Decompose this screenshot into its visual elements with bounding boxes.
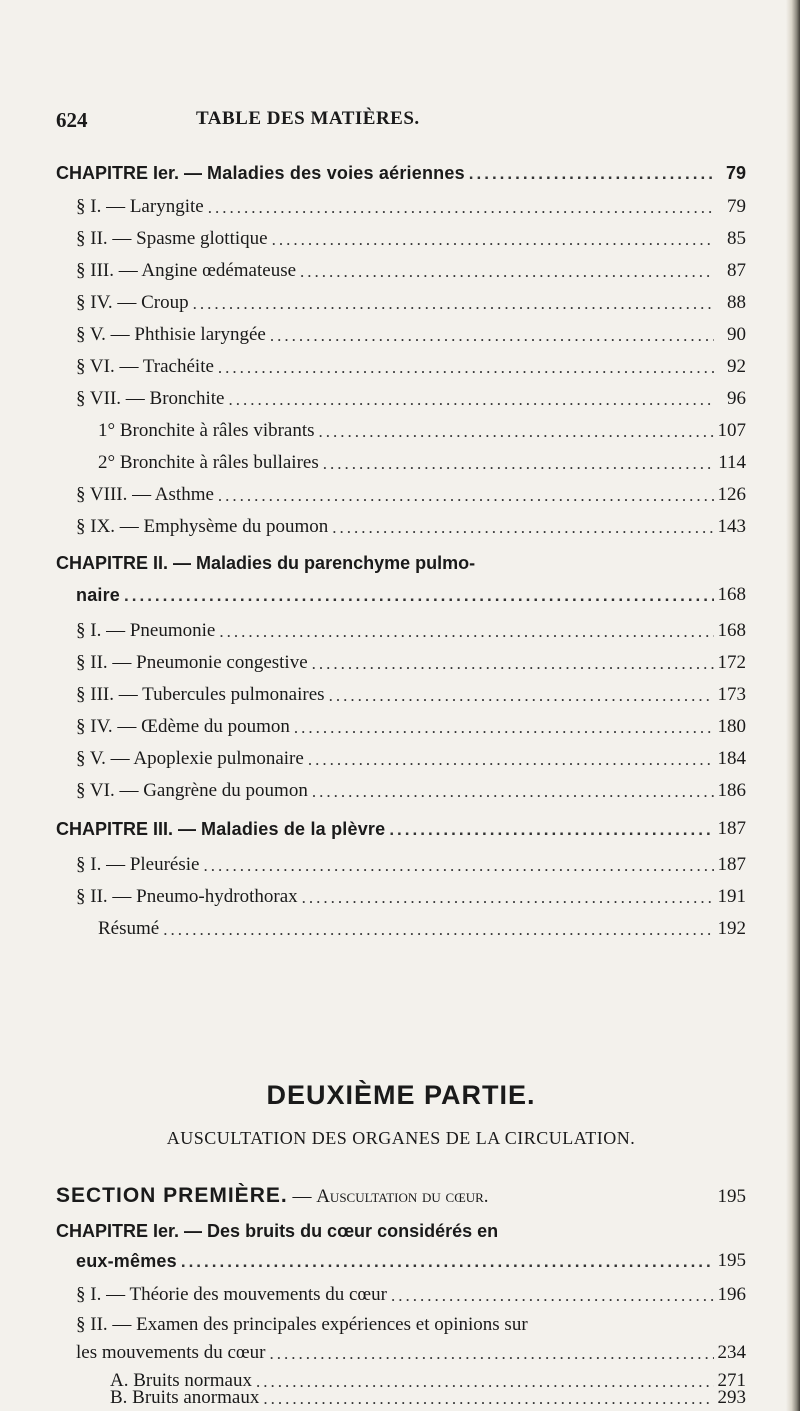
leader-dots: [294, 718, 714, 738]
toc-entry: [56, 910, 746, 940]
toc-entry: [56, 348, 746, 378]
chapter-sep: —: [179, 1221, 208, 1241]
toc-entry: [56, 284, 746, 314]
entry-label: § V. — Phthisie laryngée: [76, 324, 266, 345]
chapter-2-heading-line2: [56, 576, 746, 606]
page-ref: 234: [717, 1342, 746, 1363]
chapter-2-heading-line1: [56, 548, 746, 578]
toc-entry: [56, 188, 746, 218]
leader-dots: [181, 1252, 714, 1272]
entry-label: A. Bruits normaux: [110, 1370, 252, 1391]
page-ref: 126: [717, 484, 746, 505]
leader-dots: [308, 750, 714, 770]
entry-label: § VIII. — Asthme: [76, 484, 214, 505]
toc-subentry: [56, 1381, 746, 1409]
entry-label: § V. — Apoplexie pulmonaire: [76, 748, 304, 769]
page-ref: 96: [727, 388, 746, 409]
entry-label: 1° Bronchite à râles vibrants: [98, 420, 315, 441]
page-number: 624: [56, 108, 88, 132]
page-ref: 85: [727, 228, 746, 249]
entry-label: § VI. — Gangrène du poumon: [76, 780, 308, 801]
chapter-title-continued: naire: [76, 585, 121, 605]
page-ref: 184: [717, 748, 746, 769]
page-ref: 168: [717, 620, 746, 641]
leader-dots: [270, 326, 714, 346]
entry-label: § I. — Pneumonie: [76, 620, 216, 641]
entry-label: les mouvements du cœur: [76, 1342, 266, 1363]
chapter-1-heading: [56, 154, 746, 184]
chapter-label: CHAPITRE Ier.: [56, 1221, 180, 1241]
section-title: Auscultation du cœur.: [316, 1186, 489, 1207]
entry-label: § I. — Théorie des mouvements du cœur: [76, 1284, 387, 1305]
chapter-title: Maladies des voies aériennes: [207, 163, 465, 183]
page-ref: 195: [717, 1186, 746, 1207]
toc-entry: [56, 1306, 746, 1336]
page-edge-shadow: [786, 0, 800, 1411]
page-ref: 173: [717, 684, 746, 705]
chapter-4-heading-line2: [56, 1242, 746, 1272]
toc-entry: [56, 878, 746, 908]
entry-label: § II. — Pneumo-hydrothorax: [76, 886, 298, 907]
chapter-label: CHAPITRE II.: [56, 553, 169, 573]
running-title: TABLE DES MATIÈRES.: [196, 108, 420, 129]
leader-dots: [312, 782, 714, 802]
page-ref: 79: [725, 163, 746, 183]
entry-label: § IV. — Œdème du poumon: [76, 716, 290, 737]
page-ref: 143: [717, 516, 746, 537]
leader-dots: [329, 686, 714, 706]
page-ref: 168: [717, 584, 746, 605]
leader-dots: [469, 164, 714, 184]
chapter-sep: —: [173, 819, 202, 839]
toc-subentry: [56, 444, 746, 474]
leader-dots: [219, 622, 713, 642]
entry-label: Résumé: [98, 918, 160, 939]
page-ref: 90: [727, 324, 746, 345]
leader-dots: [163, 920, 713, 940]
part-subtitle: AUSCULTATION DES ORGANES DE LA CIRCULATION.: [166, 1128, 636, 1148]
toc-entry-continued: [56, 1334, 746, 1364]
page-ref: 172: [717, 652, 746, 673]
toc-entry: [56, 772, 746, 802]
leader-dots: [319, 422, 714, 442]
entry-label: § IV. — Croup: [76, 292, 189, 313]
toc-entry: [56, 1276, 746, 1306]
entry-label: § II. — Examen des principales expériences et opinions sur: [76, 1314, 528, 1335]
leader-dots: [391, 1286, 714, 1306]
leader-dots: [193, 294, 714, 314]
leader-dots: [312, 654, 714, 674]
page-ref: 92: [727, 356, 746, 377]
page-header: [56, 108, 746, 148]
page-ref: 271: [717, 1370, 746, 1391]
toc-entry: [56, 708, 746, 738]
leader-dots: [124, 586, 713, 606]
chapter-title: Maladies du parenchyme pulmo-: [196, 553, 476, 573]
chapter-label: CHAPITRE Ier.: [56, 163, 180, 183]
page-ref: 114: [718, 452, 746, 473]
section-1-heading: [56, 1178, 746, 1208]
leader-dots: [272, 230, 714, 250]
page-ref: 187: [717, 818, 746, 839]
toc-entry: [56, 220, 746, 250]
toc-entry: [56, 316, 746, 346]
leader-dots: [228, 390, 714, 410]
chapter-label: CHAPITRE III.: [56, 819, 174, 839]
chapter-3-heading: [56, 810, 746, 840]
entry-label: § IX. — Emphysème du poumon: [76, 516, 329, 537]
toc-entry: [56, 252, 746, 282]
leader-dots: [389, 820, 713, 840]
toc-entry: [56, 612, 746, 642]
toc-entry: [56, 676, 746, 706]
page-ref: 187: [717, 854, 746, 875]
leader-dots: [269, 1344, 713, 1364]
chapter-title: Des bruits du cœur considérés en: [207, 1221, 499, 1241]
toc-entry: [56, 740, 746, 770]
page-ref: 79: [727, 196, 746, 217]
page-ref: 192: [717, 918, 746, 939]
entry-label: § I. — Laryngite: [76, 196, 204, 217]
toc-entry: [56, 846, 746, 876]
entry-label: § I. — Pleurésie: [76, 854, 200, 875]
entry-label: 2° Bronchite à râles bullaires: [98, 452, 319, 473]
page-ref: 196: [717, 1284, 746, 1305]
entry-label: § II. — Spasme glottique: [76, 228, 268, 249]
chapter-title: Maladies de la plèvre: [201, 819, 386, 839]
page-ref: 195: [717, 1250, 746, 1271]
toc-subentry: [56, 412, 746, 442]
leader-dots: [300, 262, 714, 282]
leader-dots: [203, 856, 713, 876]
leader-dots: [218, 358, 714, 378]
toc-entry: [56, 476, 746, 506]
entry-label: § II. — Pneumonie congestive: [76, 652, 308, 673]
page-ref: 88: [727, 292, 746, 313]
chapter-sep: —: [179, 163, 208, 183]
section-label: SECTION PREMIÈRE.: [56, 1184, 288, 1207]
leader-dots: [302, 888, 714, 908]
chapter-sep: —: [168, 553, 197, 573]
entry-label: § VII. — Bronchite: [76, 388, 225, 409]
entry-label: § III. — Tubercules pulmonaires: [76, 684, 325, 705]
toc-entry: [56, 380, 746, 410]
page-ref: 87: [727, 260, 746, 281]
page-ref: 107: [717, 420, 746, 441]
chapter-title-continued: eux-mêmes: [76, 1251, 177, 1271]
leader-dots: [218, 486, 714, 506]
toc-entry: [56, 644, 746, 674]
page-ref: 293: [717, 1387, 746, 1408]
leader-dots: [208, 198, 714, 218]
entry-label: B. Bruits anormaux: [110, 1387, 260, 1408]
leader-dots: [332, 518, 713, 538]
page-ref: 186: [717, 780, 746, 801]
leader-dots: [323, 454, 714, 474]
entry-label: § III. — Angine œdémateuse: [76, 260, 297, 281]
part-title: DEUXIÈME PARTIE.: [266, 1080, 536, 1110]
entry-label: § VI. — Trachéite: [76, 356, 214, 377]
leader-dots: [263, 1389, 713, 1409]
page-ref: 191: [717, 886, 746, 907]
page-ref: 180: [717, 716, 746, 737]
section-sep: —: [287, 1186, 317, 1207]
toc-entry: [56, 508, 746, 538]
